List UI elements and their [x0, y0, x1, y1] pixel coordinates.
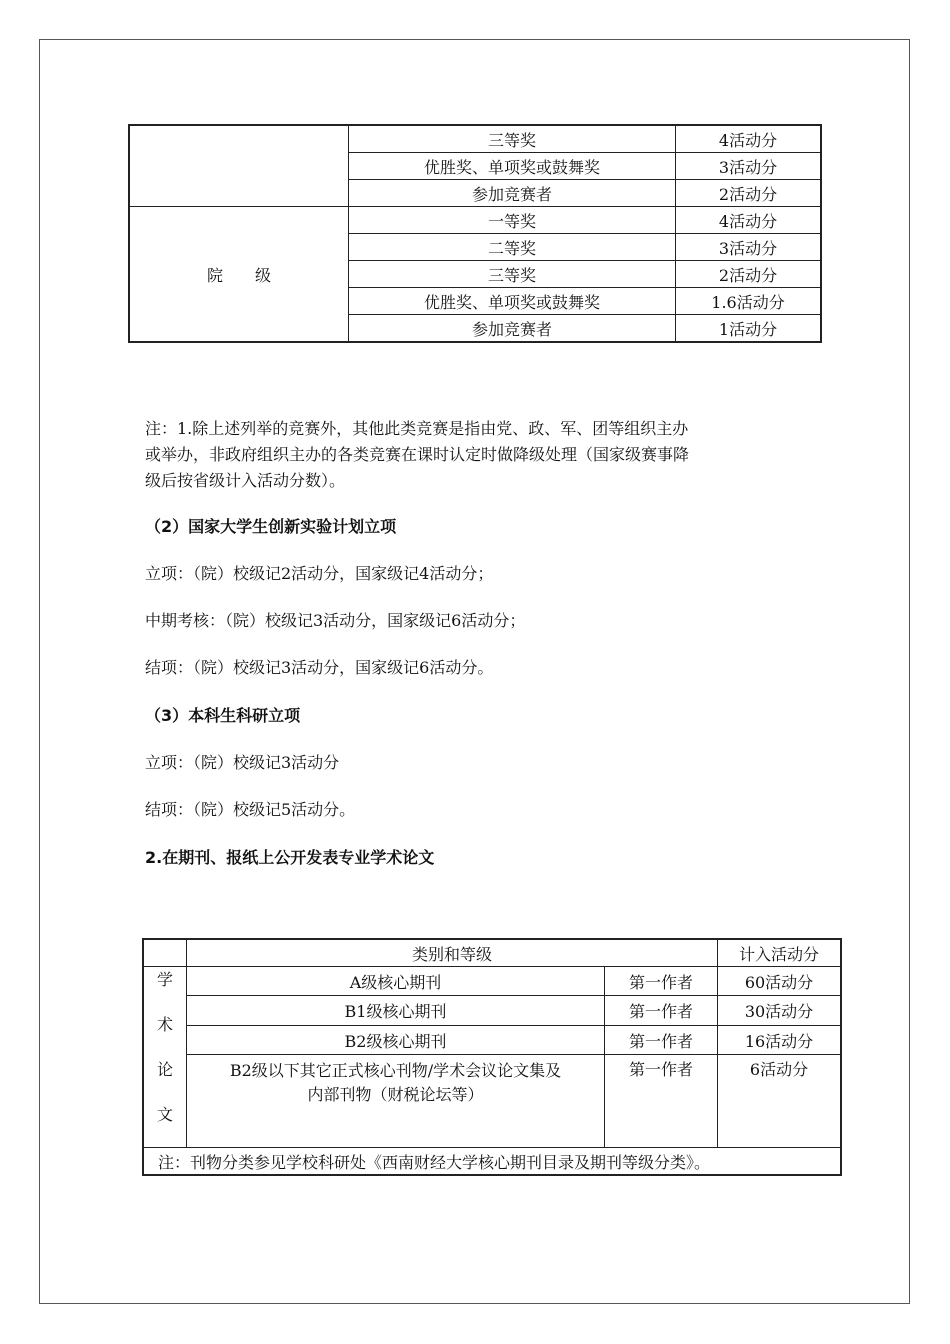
category-cell: B1级核心期刊	[187, 996, 605, 1025]
points-cell: 4活动分	[676, 125, 822, 153]
table-note: 注：刊物分类参见学校科研处《西南财经大学核心期刊目录及期刊等级分类》。	[143, 1148, 841, 1176]
award-cell: 优胜奖、单项奖或鼓舞奖	[349, 288, 676, 315]
points-cell: 60活动分	[718, 967, 842, 996]
section-heading: （2）国家大学生创新实验计划立项	[145, 517, 397, 536]
award-cell: 参加竞赛者	[349, 315, 676, 343]
empty-corner-cell	[143, 939, 187, 967]
category-cell: A级核心期刊	[187, 967, 605, 996]
table-row	[143, 967, 841, 996]
points-cell: 2活动分	[676, 180, 822, 207]
award-cell: 参加竞赛者	[349, 180, 676, 207]
points-cell: 6活动分	[718, 1055, 842, 1148]
list-item: 立项：（院）校级记2活动分，国家级记4活动分；	[145, 564, 494, 583]
award-cell: 一等奖	[349, 207, 676, 234]
points-cell: 4活动分	[676, 207, 822, 234]
list-item: 结项：（院）校级记5活动分。	[145, 800, 356, 819]
table-header-row	[143, 939, 841, 967]
vertical-char: 学	[156, 970, 173, 989]
paper-points-table	[142, 938, 842, 1176]
note-line: 级后按省级计入活动分数）。	[145, 471, 346, 490]
points-cell: 3活动分	[676, 234, 822, 261]
column-header: 类别和等级	[187, 939, 718, 967]
points-cell: 1.6活动分	[676, 288, 822, 315]
vertical-label-cell	[143, 967, 187, 1148]
award-cell: 三等奖	[349, 261, 676, 288]
award-points-table	[128, 124, 822, 343]
vertical-char: 术	[156, 1015, 173, 1034]
points-cell: 2活动分	[676, 261, 822, 288]
table-row	[143, 996, 841, 1025]
list-item: 中期考核：（院）校级记3活动分，国家级记6活动分；	[145, 611, 526, 630]
author-cell: 第一作者	[605, 1025, 718, 1054]
award-cell: 优胜奖、单项奖或鼓舞奖	[349, 153, 676, 180]
table-note-row	[143, 1148, 841, 1176]
column-header: 计入活动分	[718, 939, 842, 967]
category-cell	[187, 1055, 605, 1148]
table-row	[129, 125, 821, 153]
category-line: 内部刊物（财税论坛等）	[307, 1085, 484, 1105]
award-cell: 二等奖	[349, 234, 676, 261]
points-cell: 1活动分	[676, 315, 822, 343]
award-cell: 三等奖	[349, 125, 676, 153]
author-cell: 第一作者	[605, 1055, 718, 1148]
vertical-char: 文	[156, 1105, 173, 1124]
level-cell: 院 级	[129, 207, 349, 343]
list-item: 结项：（院）校级记3活动分，国家级记6活动分。	[145, 658, 494, 677]
category-line: B2级以下其它正式核心刊物/学术会议论文集及	[229, 1061, 562, 1081]
note-line: 注：1.除上述列举的竞赛外，其他此类竞赛是指由党、政、军、团等组织主办	[145, 419, 689, 438]
table-row	[143, 1025, 841, 1054]
table-row	[129, 207, 821, 234]
points-cell: 16活动分	[718, 1025, 842, 1054]
list-item: 立项：（院）校级记3活动分	[145, 753, 340, 772]
author-cell: 第一作者	[605, 967, 718, 996]
table-row	[143, 1055, 841, 1148]
level-cell	[129, 125, 349, 207]
author-cell: 第一作者	[605, 996, 718, 1025]
note-line: 或举办，非政府组织主办的各类竞赛在课时认定时做降级处理（国家级赛事降	[145, 445, 690, 464]
category-cell: B2级核心期刊	[187, 1025, 605, 1054]
points-cell: 3活动分	[676, 153, 822, 180]
section-heading: 2.在期刊、报纸上公开发表专业学术论文	[145, 848, 435, 867]
section-heading: （3）本科生科研立项	[145, 706, 301, 725]
vertical-char: 论	[156, 1060, 173, 1079]
note-paragraph	[145, 416, 805, 494]
points-cell: 30活动分	[718, 996, 842, 1025]
